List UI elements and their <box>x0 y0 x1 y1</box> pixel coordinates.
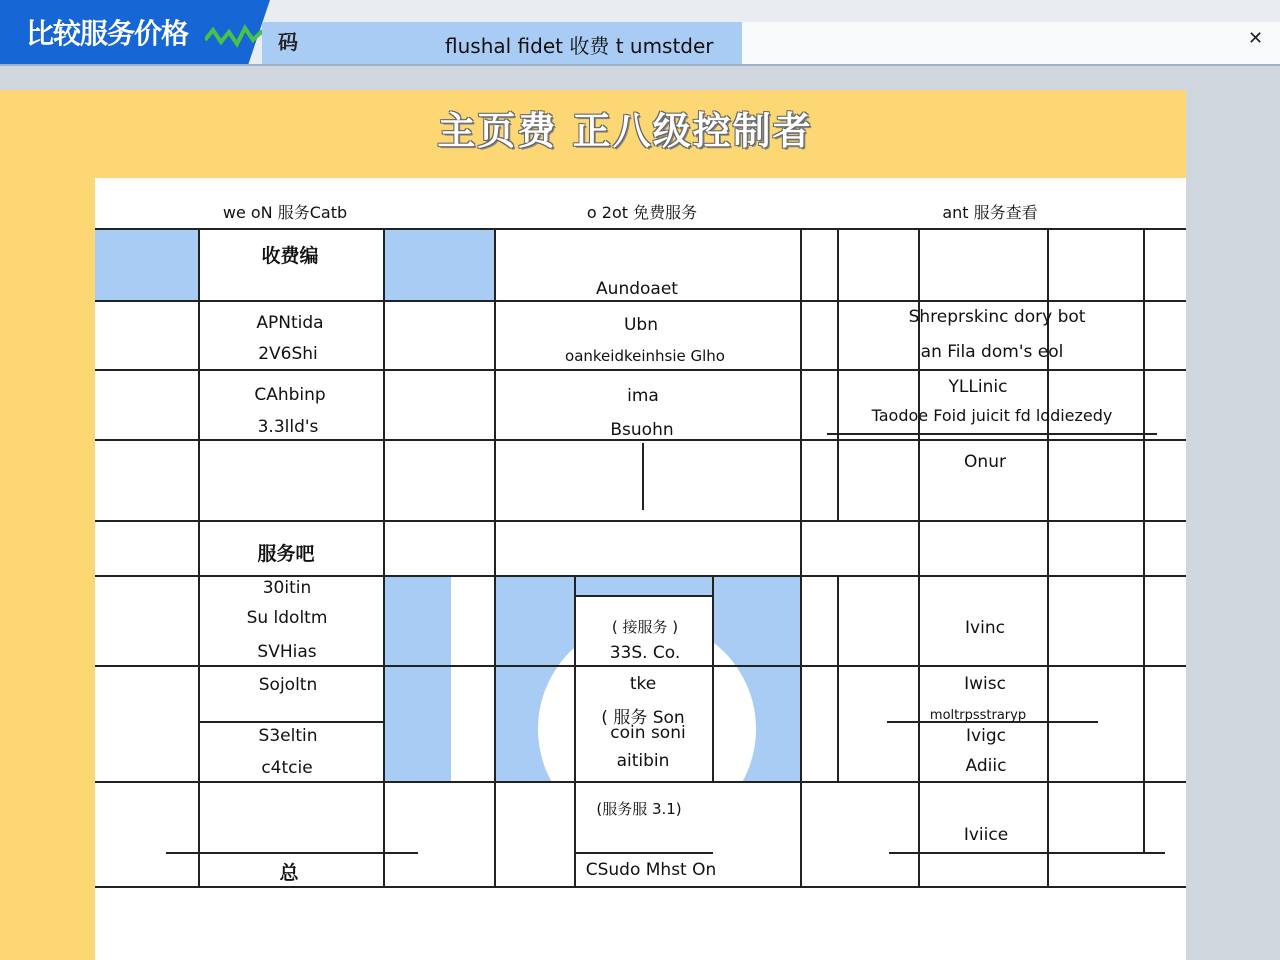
cell-fill <box>95 228 198 300</box>
table-cell: coin soni <box>610 723 686 743</box>
grid-line <box>837 228 839 520</box>
table-cell: Su ldoltm <box>246 608 328 628</box>
grid-line <box>574 595 713 597</box>
close-icon[interactable]: ✕ <box>1248 28 1264 49</box>
table-cell: ( 接服务 ) <box>611 618 679 636</box>
table-cell: Shreprskinc dory bot <box>908 307 1086 327</box>
grid-line <box>712 575 714 781</box>
table-cell: APNtida <box>256 313 324 333</box>
cell-fill <box>383 228 495 300</box>
table-cell: Aundoaet <box>596 279 678 299</box>
table-cell: tke <box>629 674 657 694</box>
column-header[interactable]: we oN 服务Catb <box>222 203 348 222</box>
table-cell: oankeidkeinhsie Glho <box>565 347 725 365</box>
table-cell: Sojoltn <box>258 675 318 695</box>
table-cell: 33S. Co. <box>609 643 681 663</box>
grid-line <box>494 228 496 886</box>
grid-line <box>95 575 1186 577</box>
row-label: 收费编 <box>261 245 319 267</box>
tab-icon: 码 <box>278 30 298 54</box>
table-cell: Ubn <box>623 315 659 335</box>
tab-title[interactable]: flushal fidet 收费 t umstder <box>445 34 714 58</box>
table-cell: moltrpsstraryp <box>929 708 1027 723</box>
grid-line <box>198 721 383 723</box>
grid-line <box>95 886 1186 888</box>
table-cell: CAhbinp <box>254 385 326 405</box>
row-label: 总 <box>279 862 299 884</box>
table-cell: c4tcie <box>261 758 313 778</box>
column-header[interactable]: o 2ot 免费服务 <box>586 203 698 222</box>
table-cell: Ivinc <box>965 618 1005 638</box>
table-cell: S3eltin <box>258 726 318 746</box>
grid-line <box>198 228 200 886</box>
grid-line <box>95 781 1186 783</box>
grid-line <box>574 852 713 854</box>
table-cell: 3.3lld's <box>257 417 319 437</box>
grid-line <box>95 300 1186 302</box>
table-cell: Iwisc <box>964 674 1006 694</box>
table-cell: (服务服 3.1) <box>596 800 682 818</box>
grid-line <box>574 575 576 886</box>
grid-line <box>800 228 802 886</box>
grid-line <box>166 852 418 854</box>
table-cell: CSudo Mhst On <box>585 860 717 880</box>
cell-fill <box>574 575 713 595</box>
grid-line <box>95 369 1186 371</box>
table-cell: Iviice <box>963 825 1009 845</box>
table-cell: ( 服务 Son <box>601 708 685 728</box>
table-cell: SVHias <box>257 642 317 662</box>
grid-line <box>95 228 1186 230</box>
column-header[interactable]: ant 服务查看 <box>942 203 1038 222</box>
table-cell: 2V6Shi <box>258 344 318 364</box>
grid-line <box>1143 228 1145 853</box>
table-cell: Ivigc <box>966 726 1006 746</box>
brand-name: 比较服务价格 <box>26 17 189 50</box>
grid-line <box>642 443 644 510</box>
tab-inactive[interactable] <box>742 22 1280 64</box>
table-cell: Bsuohn <box>610 420 674 440</box>
title-bar <box>0 0 1280 64</box>
table-cell: YLLinic <box>948 377 1008 397</box>
table-cell: aitibin <box>616 751 670 771</box>
grid-line <box>95 520 1186 522</box>
table-cell: 30itin <box>262 578 312 598</box>
grid-line <box>889 852 1165 854</box>
page-title: 主页费 正八级控制者 <box>437 109 813 153</box>
grid-line <box>837 575 839 781</box>
grid-line <box>383 228 385 886</box>
row-label: 服务吧 <box>257 543 315 565</box>
table-cell: ima <box>627 386 659 406</box>
table-cell: Adiic <box>965 756 1007 776</box>
grid-line <box>827 433 1157 435</box>
table-cell: Onur <box>964 452 1006 472</box>
title-divider <box>0 64 1280 66</box>
table-cell: an Fila dom's eol <box>920 342 1064 362</box>
cell-fill <box>383 575 451 781</box>
grid-line <box>95 665 1186 667</box>
table-cell: Taodoe Foid juicit fd lodiezedy <box>871 406 1113 425</box>
